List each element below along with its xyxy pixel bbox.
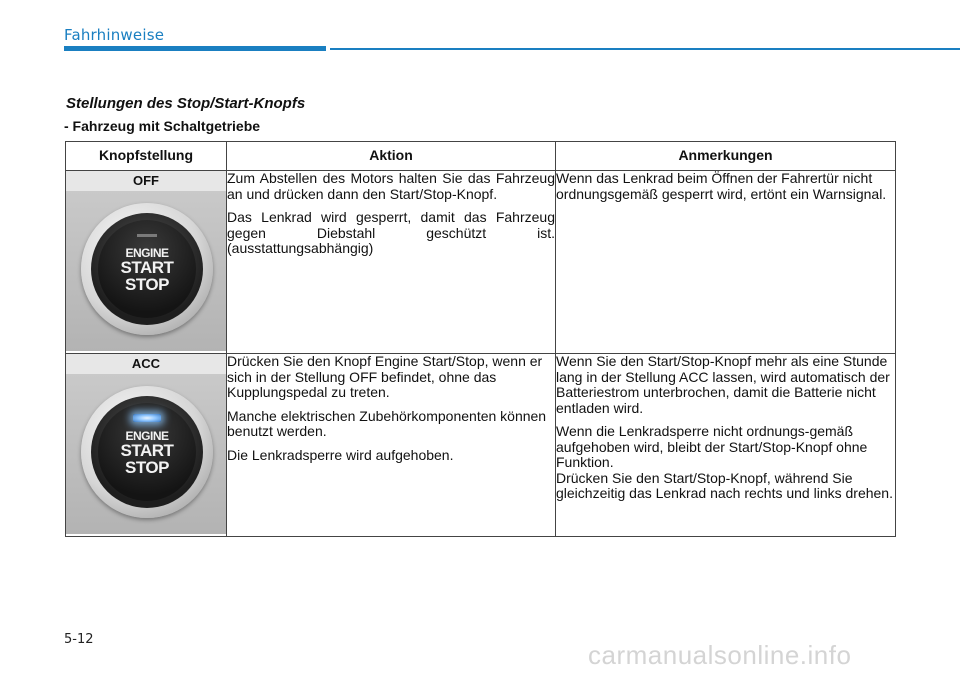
subheading: Stellungen des Stop/Start-Knopfs bbox=[66, 95, 306, 112]
indicator-light-on-icon bbox=[133, 414, 161, 422]
engine-button-face bbox=[98, 220, 196, 318]
page-number: 5-12 bbox=[64, 632, 94, 647]
remarks-text: Drücken Sie den Start/Stop-Knopf, während Sie gleichzeitig das Lenkrad nach rechts und links drehen. bbox=[556, 469, 893, 501]
action-text: Drücken Sie den Knopf Engine Start/Stop, wenn er sich in der Stellung OFF befindet, ohne das Kupplungspedal zu treten. bbox=[227, 353, 543, 400]
button-text-engine: ENGINE bbox=[125, 246, 169, 260]
remarks-text: Wenn die Lenkradsperre nicht ordnungs-gemäß aufgehoben wird, bleibt der Start/Stop-Knopf ohne Funktion. bbox=[556, 423, 868, 470]
engine-button-image bbox=[66, 191, 226, 351]
table-header-row bbox=[66, 142, 896, 171]
watermark: carmanualsonline.info bbox=[588, 640, 852, 670]
engine-button-ring bbox=[91, 213, 203, 325]
remarks-cell bbox=[556, 171, 896, 354]
action-text: Zum Abstellen des Motors halten Sie das Fahrzeug an und drücken dann den Start/Stop-Knopf. bbox=[227, 170, 555, 202]
action-text: Das Lenkrad wird gesperrt, damit das Fahrzeug gegen Diebstahl geschützt ist. (ausstattungsabhängig) bbox=[227, 209, 555, 256]
indicator-light-off-icon bbox=[137, 234, 157, 237]
button-text-stop: STOP bbox=[125, 458, 169, 477]
button-text-engine: ENGINE bbox=[125, 429, 169, 443]
remarks-text: Wenn das Lenkrad beim Öffnen der Fahrertür nicht ordnungsgemäß gesperrt wird, ertönt ein Warnsignal. bbox=[556, 170, 887, 202]
column-header-position: Knopfstellung bbox=[66, 142, 227, 171]
position-cell-acc bbox=[66, 354, 227, 537]
table-row bbox=[66, 171, 896, 354]
header-rule-thin bbox=[330, 48, 960, 50]
engine-button-face bbox=[98, 403, 196, 501]
remarks-text: Wenn Sie den Start/Stop-Knopf mehr als eine Stunde lang in der Stellung ACC lassen, wird automatisch der Batteriestrom unterbrochen, damit die Batterie nicht entladen wird. bbox=[556, 353, 890, 416]
button-text-start: START bbox=[120, 441, 174, 460]
button-text-stop: STOP bbox=[125, 275, 169, 294]
section-title: Fahrhinweise bbox=[64, 26, 165, 44]
position-label: ACC bbox=[66, 354, 226, 374]
action-cell bbox=[227, 354, 556, 537]
engine-button-image bbox=[66, 374, 226, 534]
remarks-cell bbox=[556, 354, 896, 537]
column-header-remarks: Anmerkungen bbox=[556, 142, 896, 171]
button-text-start: START bbox=[120, 258, 174, 277]
header-rule-thick bbox=[64, 46, 326, 51]
engine-button-bezel bbox=[81, 386, 213, 518]
engine-button-bezel bbox=[81, 203, 213, 335]
button-positions-table bbox=[65, 141, 896, 537]
action-text: Manche elektrischen Zubehörkomponenten können benutzt werden. bbox=[227, 407, 547, 439]
position-cell-off bbox=[66, 171, 227, 354]
position-label: OFF bbox=[66, 171, 226, 191]
action-text: Die Lenkradsperre wird aufgehoben. bbox=[227, 446, 454, 463]
subsubheading: - Fahrzeug mit Schaltgetriebe bbox=[64, 118, 261, 134]
table-row bbox=[66, 354, 896, 537]
engine-button-ring bbox=[91, 396, 203, 508]
column-header-action: Aktion bbox=[227, 142, 556, 171]
action-cell bbox=[227, 171, 556, 354]
